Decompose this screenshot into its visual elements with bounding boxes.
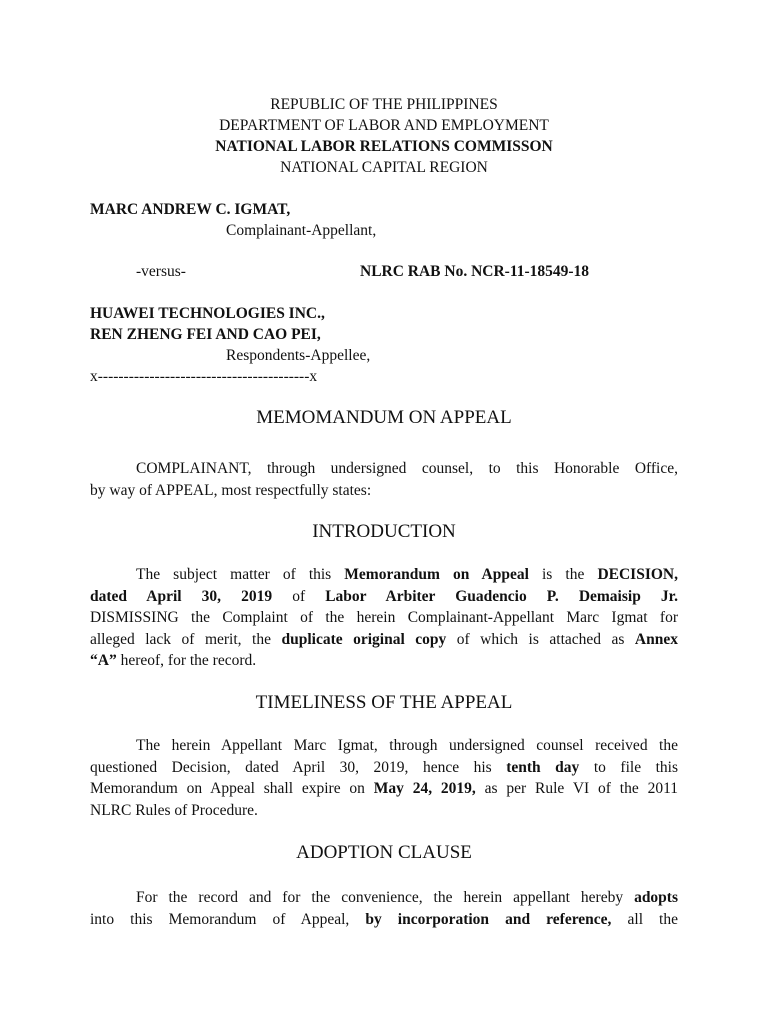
timeliness-paragraph [90, 735, 678, 821]
adoption-heading: ADOPTION CLAUSE [296, 842, 472, 863]
introduction-heading: INTRODUCTION [312, 521, 456, 542]
timeliness-text-4: NLRC Rules of Procedure. [90, 801, 258, 819]
intro-text-4c: of which is attached as [446, 630, 635, 648]
intro-decision-bold: DECISION, [597, 566, 678, 583]
adoption-paragraph [90, 887, 678, 930]
header-commission: NATIONAL LABOR RELATIONS COMMISSON [215, 138, 553, 155]
timeliness-deadline-bold: May 24, 2019, [373, 780, 476, 797]
timeliness-text-2a: questioned Decision, dated April 30, 2019, hence his [90, 758, 507, 776]
versus-label: -versus- [136, 263, 186, 280]
adoption-incorporation-bold: by incorporation and reference, [365, 910, 612, 928]
timeliness-text-1: The herein Appellant Marc Igmat, through undersigned counsel received the [136, 737, 678, 754]
document-header [0, 94, 768, 178]
intro-copy-bold: duplicate original copy [281, 630, 447, 648]
opening-line-2: by way of APPEAL, most respectfully states: [90, 481, 372, 499]
opening-paragraph [90, 458, 678, 501]
timeliness-tenth-day-bold: tenth day [506, 758, 580, 776]
timeliness-text-3c: as per Rule VI of the 2011 [475, 780, 678, 797]
intro-text-4a: alleged lack of merit, the [90, 630, 282, 648]
respondent-company: HUAWEI TECHNOLOGIES INC., [90, 305, 325, 322]
intro-arbiter-bold: Labor Arbiter Guadencio P. Demaisip Jr. [325, 587, 678, 605]
intro-date-bold: dated April 30, 2019 [90, 587, 273, 605]
intro-text-2b: of [272, 587, 326, 605]
opening-line-1: COMPLAINANT, through undersigned counsel, to this Honorable Office, [136, 460, 678, 477]
caption-separator: x-----------------------------------------x [90, 368, 318, 385]
adoption-text-2a: into this Memorandum of Appeal, [90, 910, 366, 928]
intro-text-1a: The subject matter of this [136, 566, 345, 583]
timeliness-text-3a: Memorandum on Appeal shall expire on [90, 780, 374, 797]
header-department: DEPARTMENT OF LABOR AND EMPLOYMENT [219, 117, 549, 134]
respondent-individuals: REN ZHENG FEI AND CAO PEI, [90, 326, 321, 343]
timeliness-text-2c: to file this [579, 758, 678, 776]
intro-annex-bold: Annex [634, 630, 678, 648]
intro-annex-letter: “A” [90, 652, 117, 669]
document-title: MEMOMANDUM ON APPEAL [256, 407, 512, 428]
complainant-name: MARC ANDREW C. IGMAT, [90, 201, 291, 218]
intro-text-5b: hereof, for the record. [116, 652, 257, 669]
complainant-role: Complainant-Appellant, [226, 222, 377, 239]
intro-memorandum-bold: Memorandum on Appeal [344, 566, 529, 583]
intro-text-1c: is the [528, 566, 598, 583]
header-region: NATIONAL CAPITAL REGION [280, 159, 488, 176]
adoption-text-1a: For the record and for the convenience, the herein appellant hereby [136, 889, 635, 906]
respondent-role: Respondents-Appellee, [226, 347, 371, 364]
adoption-text-2c: all the [611, 910, 678, 928]
adoption-adopts-bold: adopts [634, 889, 678, 906]
introduction-paragraph [90, 564, 678, 672]
intro-text-3: DISMISSING the Complaint of the herein Complainant-Appellant Marc Igmat for [90, 609, 678, 626]
case-number: NLRC RAB No. NCR-11-18549-18 [360, 263, 590, 280]
timeliness-heading: TIMELINESS OF THE APPEAL [255, 692, 513, 713]
header-republic: REPUBLIC OF THE PHILIPPINES [270, 96, 498, 113]
